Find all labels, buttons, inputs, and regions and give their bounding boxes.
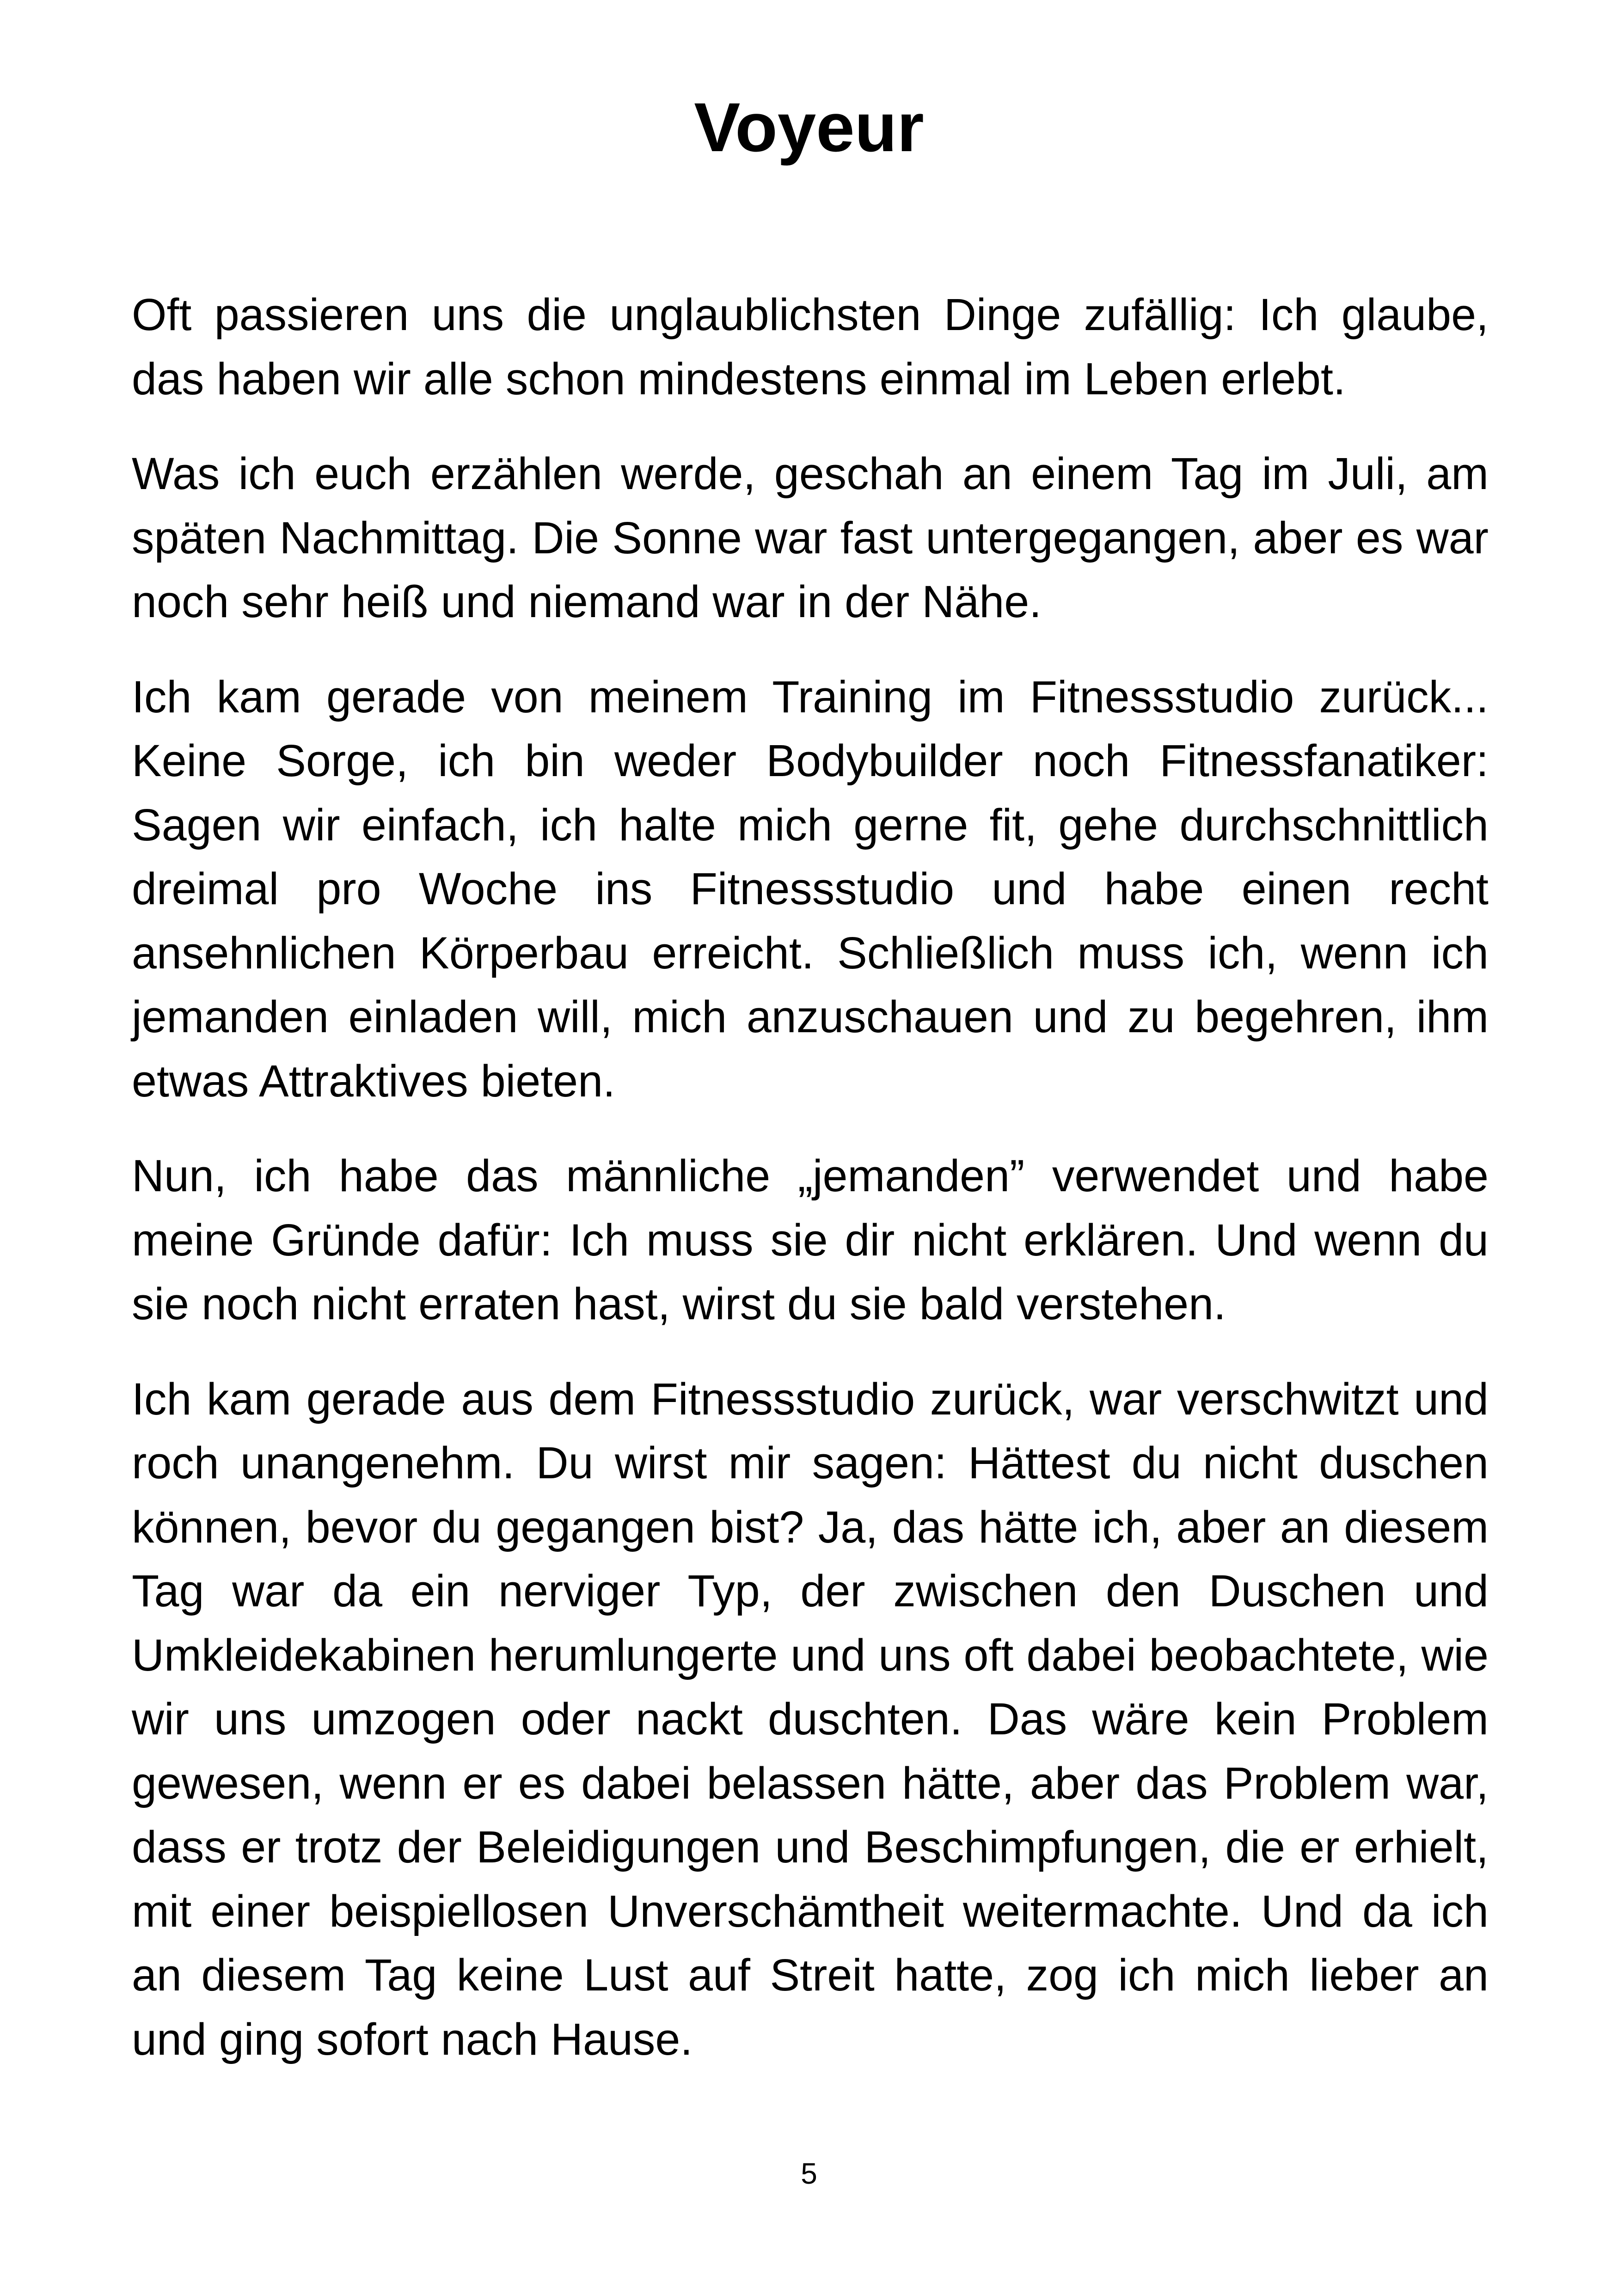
paragraph-4: Nun, ich habe das männliche „jemanden” verwendet und habe meine Gründe dafür: Ich muss sie dir nicht erklären. Und wenn du sie noch nicht erraten hast, wirst du sie bald verstehen.	[132, 1151, 1489, 1329]
page-number: 5	[801, 2157, 817, 2190]
page-title: Voyeur	[694, 88, 924, 166]
paragraph-1: Oft passieren uns die unglaublichsten Dinge zufällig: Ich glaube, das haben wir alle schon mindestens einmal im Leben erlebt.	[132, 289, 1489, 404]
body-text	[132, 283, 1489, 2102]
paragraph-3: Ich kam gerade von meinem Training im Fitnessstudio zurück... Keine Sorge, ich bin weder Bodybuilder noch Fitnessfanatiker: Sagen wir einfach, ich halte mich gerne fit, gehe durchschnittlich dreimal pro Woche ins Fitnessstudio und habe einen recht ansehnlichen Körperbau erreicht. Schließlich muss ich, wenn ich jemanden einladen will, mich anzuschauen und zu begehren, ihm etwas Attraktives bieten.	[132, 671, 1489, 1106]
paragraph-5: Ich kam gerade aus dem Fitnessstudio zurück, war verschwitzt und roch unangenehm. Du wirst mir sagen: Hättest du nicht duschen können, bevor du gegangen bist? Ja, das hätte ich, aber an diesem Tag war da ein nerviger Typ, der zwischen den Duschen und Umkleidekabinen herumlungerte und uns oft dabei beobachtete, wie wir uns umzogen oder nackt duschten. Das wäre kein Problem gewesen, wenn er es dabei belassen hätte, aber das Problem war, dass er trotz der Beleidigungen und Beschimpfungen, die er erhielt, mit einer beispiellosen Unverschämtheit weitermachte. Und da ich an diesem Tag keine Lust auf Streit hatte, zog ich mich lieber an und ging sofort nach Hause.	[132, 1373, 1489, 2064]
paragraph-2: Was ich euch erzählen werde, geschah an einem Tag im Juli, am späten Nachmittag. Die Sonne war fast untergegangen, aber es war noch sehr heiß und niemand war in der Nähe.	[132, 448, 1489, 627]
